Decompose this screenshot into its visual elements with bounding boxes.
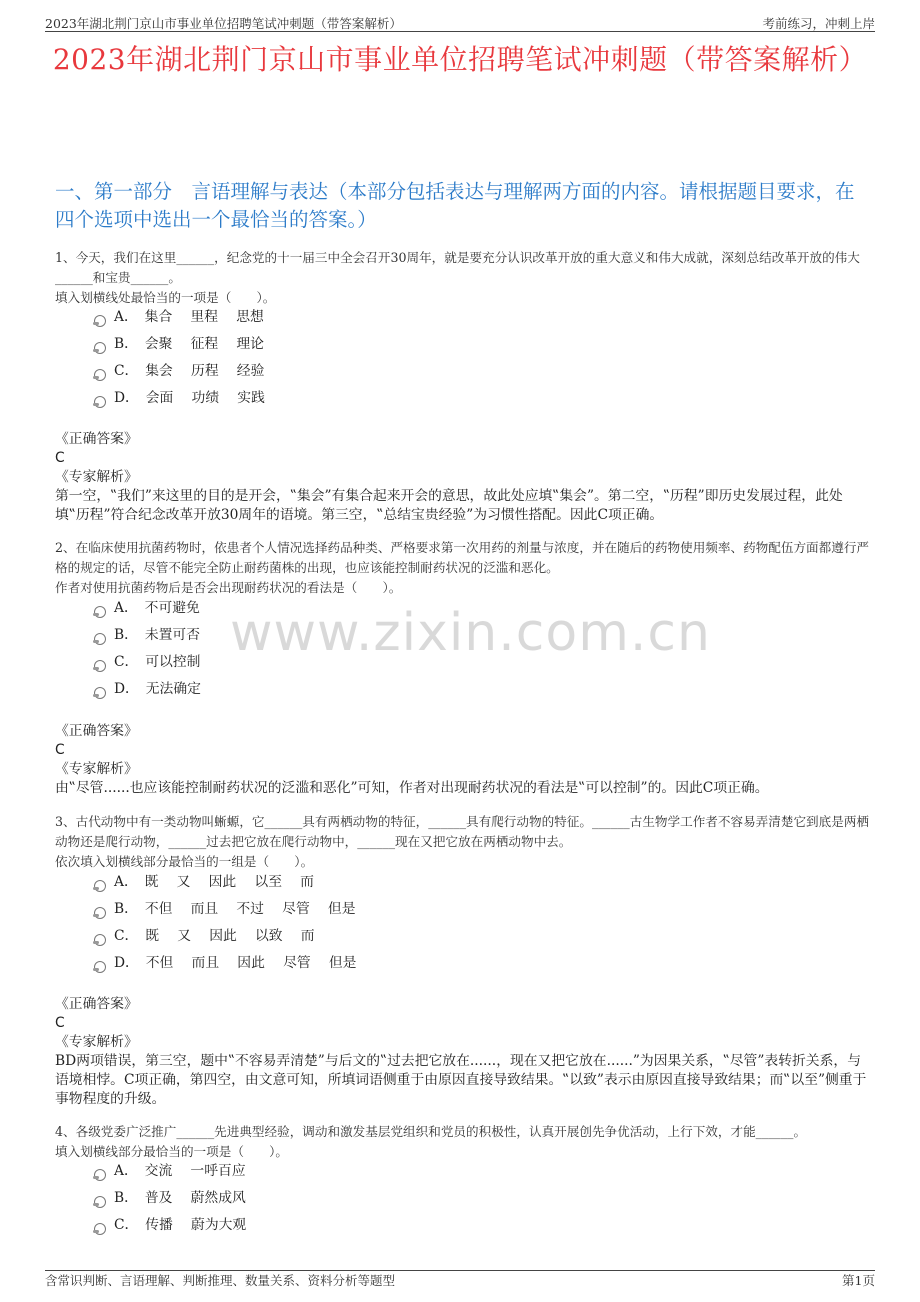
radio-button[interactable]: [94, 961, 106, 973]
header-slogan: 考前练习，冲刺上岸: [762, 16, 875, 31]
question-prompt: 填入划横线处最恰当的一项是（ ）。: [55, 290, 276, 305]
answer-block-q3: [55, 995, 872, 1109]
section-heading: 一、第一部分 言语理解与表达（本部分包括表达与理解两方面的内容。请根据题目要求，在四个选项中选出一个最恰当的答案。）: [55, 180, 855, 231]
answer-label: 《正确答案》: [55, 431, 138, 447]
analysis-label: 《专家解析》: [55, 761, 138, 777]
header-divider: [45, 31, 875, 32]
answer-value: C: [55, 742, 65, 758]
radio-button[interactable]: [94, 907, 106, 919]
page-number: 第1页: [842, 1273, 875, 1288]
radio-button[interactable]: [94, 315, 106, 327]
question-stem: 4、各级党委广泛推广______先进典型经验，调动和激发基层党组织和党员的积极性，认真开展创先争优活动，上行下效，才能______。: [55, 1124, 807, 1139]
question-prompt: 作者对使用抗菌药物后是否会出现耐药状况的看法是（ ）。: [55, 580, 402, 595]
question-prompt: 依次填入划横线部分最恰当的一组是（ ）。: [55, 854, 314, 869]
question-stem: 2、在临床使用抗菌药物时，依患者个人情况选择药品种类、严格要求第一次用药的剂量与浓度，并在随后的药物使用频率、药物配伍方面都遵行严格的规定的话，尽管不能完全防止耐药菌株的出现，也应该能控制耐药状况的泛滥和恶化。: [55, 540, 870, 575]
question-4: [55, 1122, 872, 1162]
radio-button[interactable]: [94, 660, 106, 672]
radio-button[interactable]: [94, 342, 106, 354]
analysis-label: 《专家解析》: [55, 469, 138, 485]
radio-button[interactable]: [94, 633, 106, 645]
analysis-text: BD两项错误，第三空，题中‟不容易弄清楚”与后文的‟过去把它放在......，现在又把它放在......”为因果关系，‟尽管”表转折关系，与语境相悖。C项正确，第四空，由文意可知，所填词语侧重于由原因直接导致结果。‟以致”表示由原因直接导致结果；而‟以至”侧重于事物程度的升级。: [55, 1053, 867, 1107]
radio-button[interactable]: [94, 369, 106, 381]
radio-button[interactable]: [94, 687, 106, 699]
answer-block-q2: [55, 722, 872, 798]
answer-block-q1: [55, 430, 872, 525]
question-stem: 3、古代动物中有一类动物叫蜥螈，它______具有两栖动物的特征，______具有爬行动物的特征。______古生物学工作者不容易弄清楚它到底是两栖动物还是爬行动物，______过去把它放在爬行动物中，______现在又把它放在两栖动物中去。: [55, 814, 870, 849]
answer-value: C: [55, 450, 65, 466]
radio-button[interactable]: [94, 396, 106, 408]
footer-note: 含常识判断、言语理解、判断推理、数量关系、资料分析等题型: [45, 1273, 396, 1288]
watermark: www.zixin.com.cn: [230, 603, 711, 663]
question-stem: 1、今天，我们在这里______，纪念党的十一届三中全会召开30周年，就是要充分认识改革开放的重大意义和伟大成就，深刻总结改革开放的伟大______和宝贵______。: [55, 250, 860, 285]
radio-button[interactable]: [94, 1169, 106, 1181]
page-header: [45, 10, 875, 32]
question-3: [55, 812, 872, 872]
analysis-text: 由‟尽管......也应该能控制耐药状况的泛滥和恶化”可知，作者对出现耐药状况的看法是‟可以控制”的。因此C项正确。: [55, 780, 769, 796]
answer-label: 《正确答案》: [55, 723, 138, 739]
question-prompt: 填入划横线部分最恰当的一项是（ ）。: [55, 1144, 288, 1159]
answer-value: C: [55, 1015, 65, 1031]
radio-button[interactable]: [94, 606, 106, 618]
analysis-text: 第一空，‟我们”来这里的目的是开会，‟集会”有集合起来开会的意思，故此处应填‟集会”。第二空，‟历程”即历史发展过程，此处填‟历程”符合纪念改革开放30周年的语境。第三空，‟总结宝贵经验”为习惯性搭配。因此C项正确。: [55, 488, 843, 523]
document-title: 2023年湖北荆门京山市事业单位招聘笔试冲刺题（带答案解析）: [52, 43, 868, 76]
analysis-label: 《专家解析》: [55, 1034, 138, 1050]
question-2: [55, 538, 872, 598]
radio-button[interactable]: [94, 1196, 106, 1208]
header-doc-title: 2023年湖北荆门京山市事业单位招聘笔试冲刺题（带答案解析）: [45, 16, 402, 31]
radio-button[interactable]: [94, 880, 106, 892]
radio-button[interactable]: [94, 1223, 106, 1235]
radio-button[interactable]: [94, 934, 106, 946]
answer-label: 《正确答案》: [55, 996, 138, 1012]
question-1: [55, 248, 872, 308]
